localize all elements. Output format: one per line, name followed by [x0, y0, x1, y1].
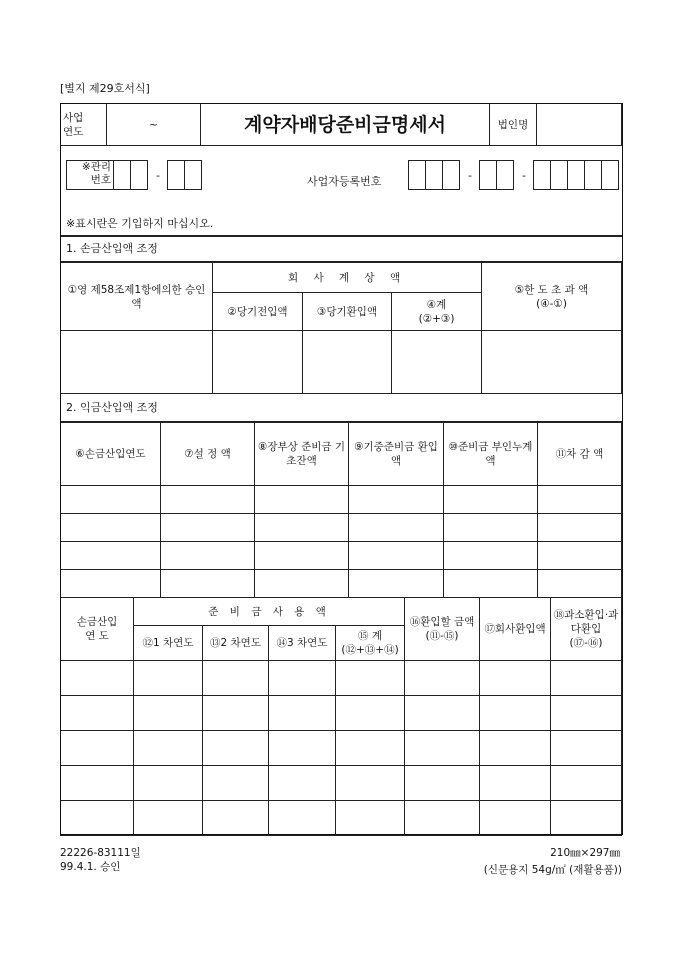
- cell[interactable]: [444, 542, 538, 570]
- dash: -: [156, 168, 160, 182]
- biz-box[interactable]: [567, 160, 585, 190]
- cell[interactable]: [336, 801, 405, 836]
- col-year1: ⑫1 차연도: [134, 626, 203, 661]
- table-row: [61, 801, 622, 836]
- biz-reg-number: [409, 160, 619, 190]
- col-year: 손금산입 연 도: [61, 598, 134, 661]
- cell[interactable]: [134, 766, 203, 801]
- table-row: [61, 696, 622, 731]
- col-net: ⑪차 감 액: [538, 423, 622, 486]
- col-excess-formula: (④-①): [536, 297, 567, 310]
- col-to-reverse-label: ⑯환입할 금액: [409, 616, 475, 628]
- biz-box[interactable]: [550, 160, 568, 190]
- corp-label: 법인명: [490, 104, 537, 146]
- form-title: 계약자배당준비금명세서: [201, 104, 490, 146]
- cell[interactable]: [444, 570, 538, 598]
- cell[interactable]: [480, 801, 551, 836]
- cell[interactable]: [269, 801, 336, 836]
- table-row: [61, 661, 622, 696]
- cell[interactable]: [392, 331, 482, 394]
- cell[interactable]: [161, 514, 255, 542]
- col-usage-total-formula: (⑫+⑬+⑭): [341, 644, 399, 656]
- col-reversal: ⑨기중준비금 환입액: [349, 423, 444, 486]
- cell[interactable]: [61, 696, 134, 731]
- col-usage-total: [336, 626, 405, 661]
- cell[interactable]: [255, 542, 349, 570]
- paper-size: 210㎜×297㎜: [550, 847, 620, 859]
- col-group-usage: 준 비 금 사 용 액: [134, 598, 405, 626]
- section2-table: [60, 422, 622, 598]
- cell[interactable]: [61, 801, 134, 836]
- cell[interactable]: [61, 514, 161, 542]
- cell[interactable]: [551, 766, 622, 801]
- cell[interactable]: [269, 661, 336, 696]
- cell[interactable]: [61, 542, 161, 570]
- col-book-balance: ⑧장부상 준비금 기초잔액: [255, 423, 349, 486]
- mgmt-box[interactable]: [130, 160, 148, 190]
- col-company-reversal: ⑰회사환입액: [480, 598, 551, 661]
- col-to-reverse-formula: (⑪-⑮): [425, 630, 459, 642]
- cell[interactable]: [480, 766, 551, 801]
- col-excess: [482, 263, 622, 331]
- cell[interactable]: [336, 661, 405, 696]
- header-table: [60, 103, 622, 146]
- col-under-over-formula: (⑰-⑯): [569, 637, 603, 649]
- section1-table: [60, 262, 622, 394]
- mgmt-box[interactable]: [113, 160, 131, 190]
- col-usage-total-label: ⑮ 계: [358, 630, 383, 642]
- cell[interactable]: [538, 542, 622, 570]
- table-row: [61, 514, 622, 542]
- cell[interactable]: [551, 696, 622, 731]
- cell[interactable]: [538, 514, 622, 542]
- mgmt-box[interactable]: [167, 160, 185, 190]
- cell[interactable]: [203, 696, 269, 731]
- mgmt-number: [66, 160, 202, 190]
- col-total-formula: (②+③): [418, 312, 455, 325]
- cell[interactable]: [349, 570, 444, 598]
- table-row: [61, 731, 622, 766]
- table-row: [61, 486, 622, 514]
- cell[interactable]: [161, 570, 255, 598]
- cell[interactable]: [480, 661, 551, 696]
- cell[interactable]: [336, 766, 405, 801]
- period-field[interactable]: [107, 104, 201, 146]
- cell[interactable]: [405, 801, 480, 836]
- form-code: 22226-83111일: [60, 847, 141, 859]
- mgmt-box[interactable]: [184, 160, 202, 190]
- paper-spec: (신문용지 54g/㎡ (재활용품)): [483, 864, 622, 876]
- approval-date: 99.4.1. 승인: [60, 861, 121, 873]
- cell[interactable]: [269, 766, 336, 801]
- cell[interactable]: [61, 661, 134, 696]
- cell[interactable]: [405, 731, 480, 766]
- corp-name-field[interactable]: [537, 104, 622, 146]
- cell[interactable]: [405, 696, 480, 731]
- col-under-over: [551, 598, 622, 661]
- cell[interactable]: [538, 570, 622, 598]
- cell[interactable]: [349, 514, 444, 542]
- col-total-label: ④계: [426, 298, 447, 311]
- cell[interactable]: [255, 570, 349, 598]
- cell[interactable]: [444, 486, 538, 514]
- biz-box[interactable]: [496, 160, 514, 190]
- cell[interactable]: [61, 766, 134, 801]
- cell[interactable]: [255, 486, 349, 514]
- biz-box[interactable]: [533, 160, 551, 190]
- table-row: [61, 766, 622, 801]
- cell[interactable]: [134, 731, 203, 766]
- biz-box[interactable]: [479, 160, 497, 190]
- col-approved: ①영 제58조제1항에의한 승인액: [61, 263, 213, 331]
- form-number: [별지 제29호서식]: [60, 82, 150, 95]
- cell[interactable]: [551, 661, 622, 696]
- col-to-reverse: [405, 598, 480, 661]
- cell[interactable]: [480, 696, 551, 731]
- col-year2: ⑬2 차연도: [203, 626, 269, 661]
- cell[interactable]: [551, 801, 622, 836]
- cell[interactable]: [336, 731, 405, 766]
- biz-box[interactable]: [442, 160, 460, 190]
- table-row: [61, 331, 622, 394]
- cell[interactable]: [134, 661, 203, 696]
- biz-box[interactable]: [584, 160, 602, 190]
- col-under-over-label: ⑱과소환입·과다환입: [553, 609, 619, 635]
- cell[interactable]: [336, 696, 405, 731]
- cell[interactable]: [405, 766, 480, 801]
- col-set-amount: ⑦설 정 액: [161, 423, 255, 486]
- cell[interactable]: [134, 696, 203, 731]
- cell[interactable]: [405, 661, 480, 696]
- biz-box[interactable]: [601, 160, 619, 190]
- cell[interactable]: [538, 486, 622, 514]
- col-year: ⑥손금산입연도: [61, 423, 161, 486]
- cell[interactable]: [134, 801, 203, 836]
- cell[interactable]: [61, 331, 213, 394]
- cell[interactable]: [482, 331, 622, 394]
- cell[interactable]: [349, 542, 444, 570]
- mgmt-label: ※관리 번호: [66, 160, 114, 190]
- section2-title: 2. 익금산입액 조정: [60, 394, 622, 422]
- period-tilde: ~: [149, 118, 158, 131]
- cell[interactable]: [61, 570, 161, 598]
- cell[interactable]: [203, 801, 269, 836]
- table-row: [61, 542, 622, 570]
- cell[interactable]: [303, 331, 392, 394]
- col-denied: ⑩준비금 부인누계액: [444, 423, 538, 486]
- section1-title: 1. 손금산입액 조정: [60, 236, 622, 262]
- cell[interactable]: [161, 542, 255, 570]
- dash: -: [521, 168, 526, 182]
- cell[interactable]: [255, 514, 349, 542]
- col-reversal: ③당기환입액: [303, 293, 392, 331]
- cell[interactable]: [203, 766, 269, 801]
- section3-table: [60, 597, 622, 836]
- year-label: 사업 연도: [61, 104, 107, 146]
- cell[interactable]: [269, 731, 336, 766]
- dash: -: [468, 168, 472, 182]
- cell[interactable]: [269, 696, 336, 731]
- biz-box[interactable]: [425, 160, 443, 190]
- cell[interactable]: [349, 486, 444, 514]
- cell[interactable]: [161, 486, 255, 514]
- mgmt-note: ※표시란은 기입하지 마십시오.: [66, 217, 214, 230]
- col-transfer: ②당기전입액: [213, 293, 303, 331]
- cell[interactable]: [480, 731, 551, 766]
- col-excess-label: ⑤한 도 초 과 액: [514, 283, 589, 296]
- col-group-company: 회 사 계 상 액: [213, 263, 482, 293]
- biz-reg-label: 사업자등록번호: [307, 175, 382, 188]
- cell[interactable]: [61, 486, 161, 514]
- biz-box[interactable]: [408, 160, 426, 190]
- cell[interactable]: [203, 661, 269, 696]
- cell[interactable]: [61, 731, 134, 766]
- col-year3: ⑭3 차연도: [269, 626, 336, 661]
- cell[interactable]: [444, 514, 538, 542]
- cell[interactable]: [551, 731, 622, 766]
- col-total: [392, 293, 482, 331]
- cell[interactable]: [213, 331, 303, 394]
- cell[interactable]: [203, 731, 269, 766]
- table-row: [61, 570, 622, 598]
